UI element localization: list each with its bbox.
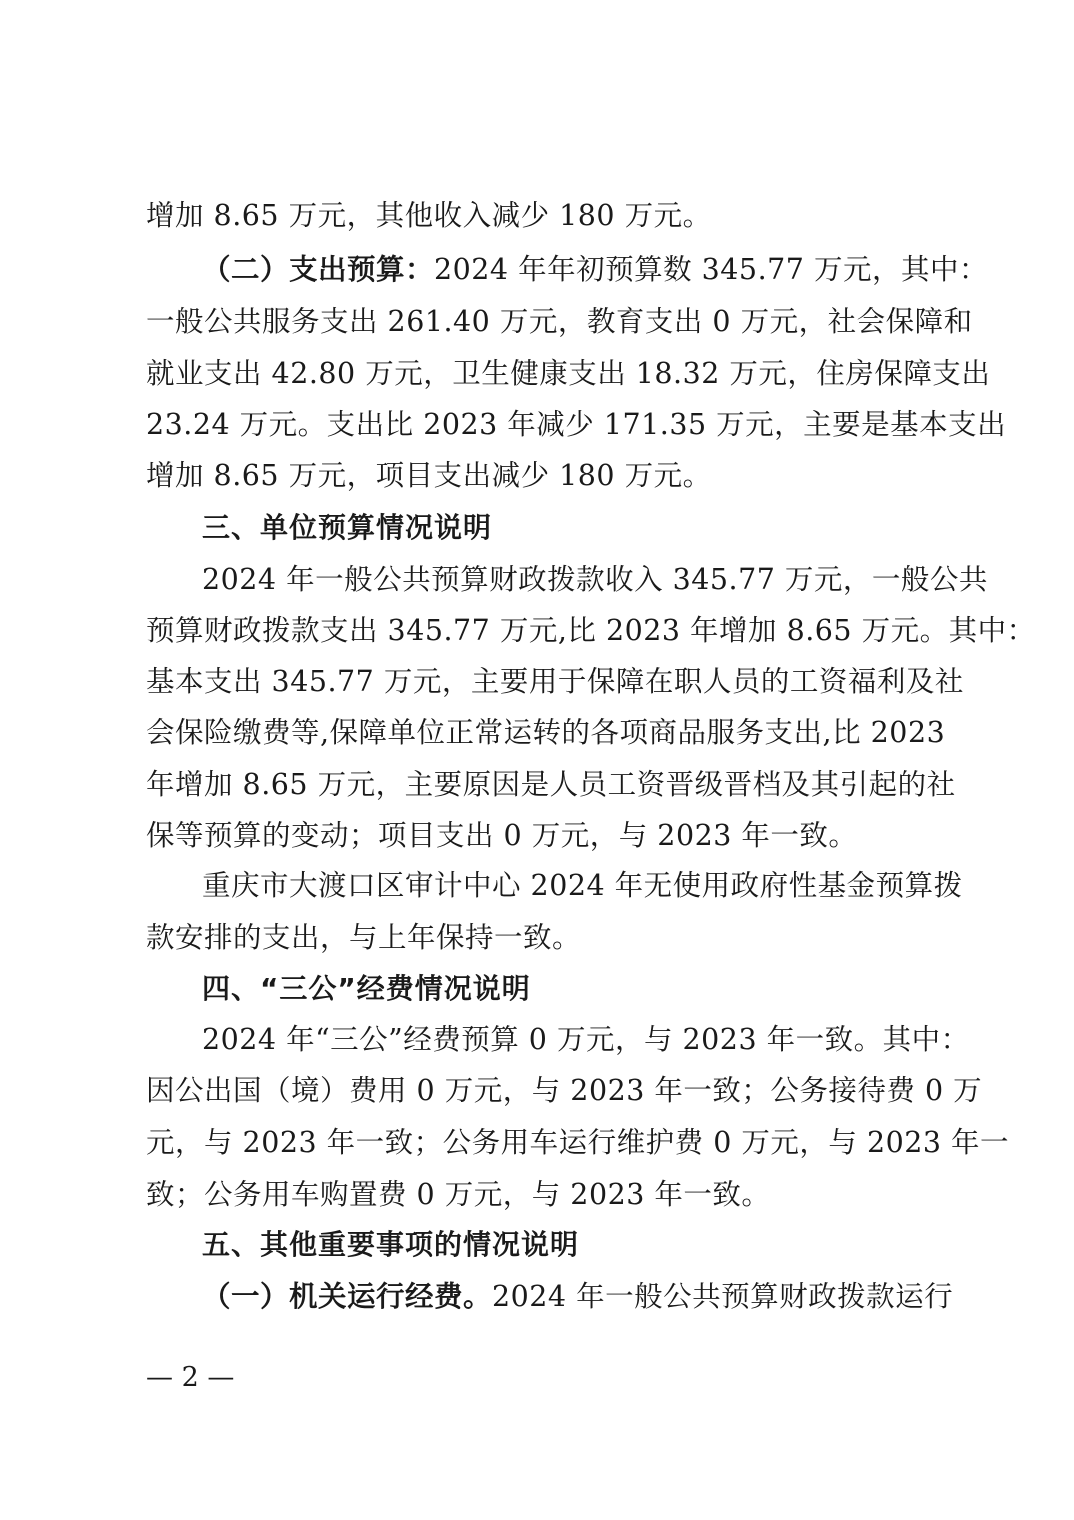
subsection-label: （一）机关运行经费。: [202, 1280, 493, 1313]
paragraph-line: 重庆市大渡口区审计中心 2024 年无使用政府性基金预算拨: [202, 869, 963, 902]
paragraph-line: 2024 年“三公”经费预算 0 万元，与 2023 年一致。其中：: [202, 1023, 970, 1056]
paragraph-line: 会保险缴费等,保障单位正常运转的各项商品服务支出,比 2023: [146, 716, 946, 749]
section-heading-three: 三、单位预算情况说明: [202, 511, 493, 544]
paragraph-line: 基本支出 345.77 万元，主要用于保障在职人员的工资福利及社: [146, 665, 964, 698]
paragraph-line: 保等预算的变动；项目支出 0 万元，与 2023 年一致。: [146, 819, 858, 852]
paragraph-line: 2024 年一般公共预算财政拨款收入 345.77 万元，一般公共: [202, 563, 988, 596]
paragraph-line: 23.24 万元。支出比 2023 年减少 171.35 万元，主要是基本支出: [146, 408, 1007, 441]
paragraph-line: 元，与 2023 年一致；公务用车运行维护费 0 万元，与 2023 年一: [146, 1126, 1010, 1159]
paragraph-line: 一般公共服务支出 261.40 万元，教育支出 0 万元，社会保障和: [146, 305, 973, 338]
section-heading-four: 四、“三公”经费情况说明: [202, 972, 531, 1005]
subsection-text: 2024 年一般公共预算财政拨款运行: [492, 1280, 954, 1313]
running-costs-line: [202, 1277, 954, 1317]
paragraph-line: 预算财政拨款支出 345.77 万元,比 2023 年增加 8.65 万元。其中：: [146, 614, 1036, 647]
page-number: — 2 —: [146, 1362, 235, 1393]
section-heading-five: 五、其他重要事项的情况说明: [202, 1228, 580, 1261]
subsection-label: （二）支出预算：: [202, 253, 435, 286]
paragraph-line: 款安排的支出，与上年保持一致。: [146, 921, 582, 954]
paragraph-line: 就业支出 42.80 万元，卫生健康支出 18.32 万元，住房保障支出: [146, 357, 991, 390]
paragraph-line: 增加 8.65 万元，其他收入减少 180 万元。: [146, 199, 712, 232]
paragraph-line: 增加 8.65 万元，项目支出减少 180 万元。: [146, 459, 712, 492]
subsection-text: 2024 年年初预算数 345.77 万元，其中：: [434, 253, 988, 286]
paragraph-line: 因公出国（境）费用 0 万元，与 2023 年一致；公务接待费 0 万: [146, 1074, 983, 1107]
expenditure-budget-line: [202, 250, 988, 290]
paragraph-line: 年增加 8.65 万元，主要原因是人员工资晋级晋档及其引起的社: [146, 768, 956, 801]
paragraph-line: 致；公务用车购置费 0 万元，与 2023 年一致。: [146, 1178, 771, 1211]
